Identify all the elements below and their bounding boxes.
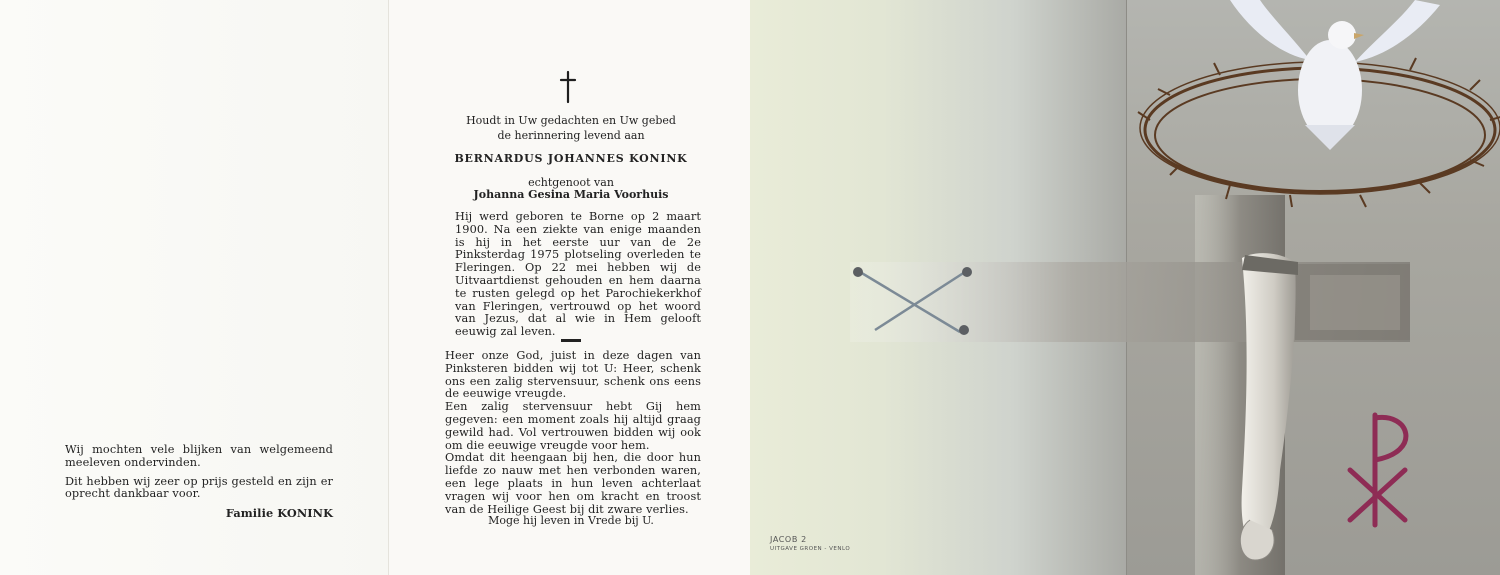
artwork-title: JACOB 2	[770, 535, 807, 544]
chi-rho-icon	[1350, 415, 1406, 525]
family-signature: Familie KONINK	[225, 506, 333, 521]
deceased-name: BERNARDUS JOHANNES KONINK	[454, 152, 688, 165]
shroud-icon	[1240, 253, 1298, 560]
separator-dash	[561, 339, 581, 342]
intro-line-1: Houdt in Uw gedachten en Uw gebed	[466, 114, 676, 127]
artwork-caption	[770, 535, 850, 552]
spouse-prefix: echtgenoot van	[528, 176, 614, 189]
artwork-publisher: UITGAVE GROEN - VENLO	[770, 546, 851, 552]
closing-line: Moge hij leven in Vrede bij U.	[488, 514, 654, 527]
latin-cross-icon	[558, 70, 578, 104]
artwork-illustration	[750, 0, 1500, 575]
biography-paragraph: Hij werd geboren te Borne op 2 maart 1900. Na een ziekte van enige maanden is hij in het eerste uur van de 2e Pinksterdag 1975 plotseling overleden te Fleringen. Op 22 mei hebben wij de Uitvaartdienst gehouden en hem daarna te rusten gelegd op het Parochiekerkhof van Fleringen, vertrouwd op het woord van Jezus, dat al wie in Hem gelooft eeuwig zal leven.	[455, 210, 701, 339]
prayer-paragraph: Heer onze God, juist in deze dagen van Pinksteren bidden wij tot U: Heer, schenk ons een zalig stervensuur, schenk ons eens de eeuwige vreugde. Een zalig stervensuur hebt Gij hem gegeven: een moment zoals hij altijd graag gewild had. Vol vertrouwen bidden wij ook om die eeuwige vreugde voor hem. Omdat dit heengaan bij hen, die door hun liefde zo nauw met hen verbonden waren, een lege plaats in hun leven achterlaat vragen wij voor hen om kracht en troost van de Heilige Geest bij dit zware verlies.	[445, 349, 701, 516]
cross-icon	[850, 195, 1410, 575]
thanks-paragraph-1: Wij mochten vele blijken van welgemeend meeleven ondervinden.	[65, 443, 333, 469]
thanks-paragraph-2: Dit hebben wij zeer op prijs gesteld en zijn er oprecht dankbaar voor.	[65, 474, 333, 501]
thanks-block	[65, 444, 333, 520]
spouse-name: Johanna Gesina Maria Voorhuis	[473, 188, 669, 201]
intro-line-2: de herinnering levend aan	[497, 129, 645, 142]
